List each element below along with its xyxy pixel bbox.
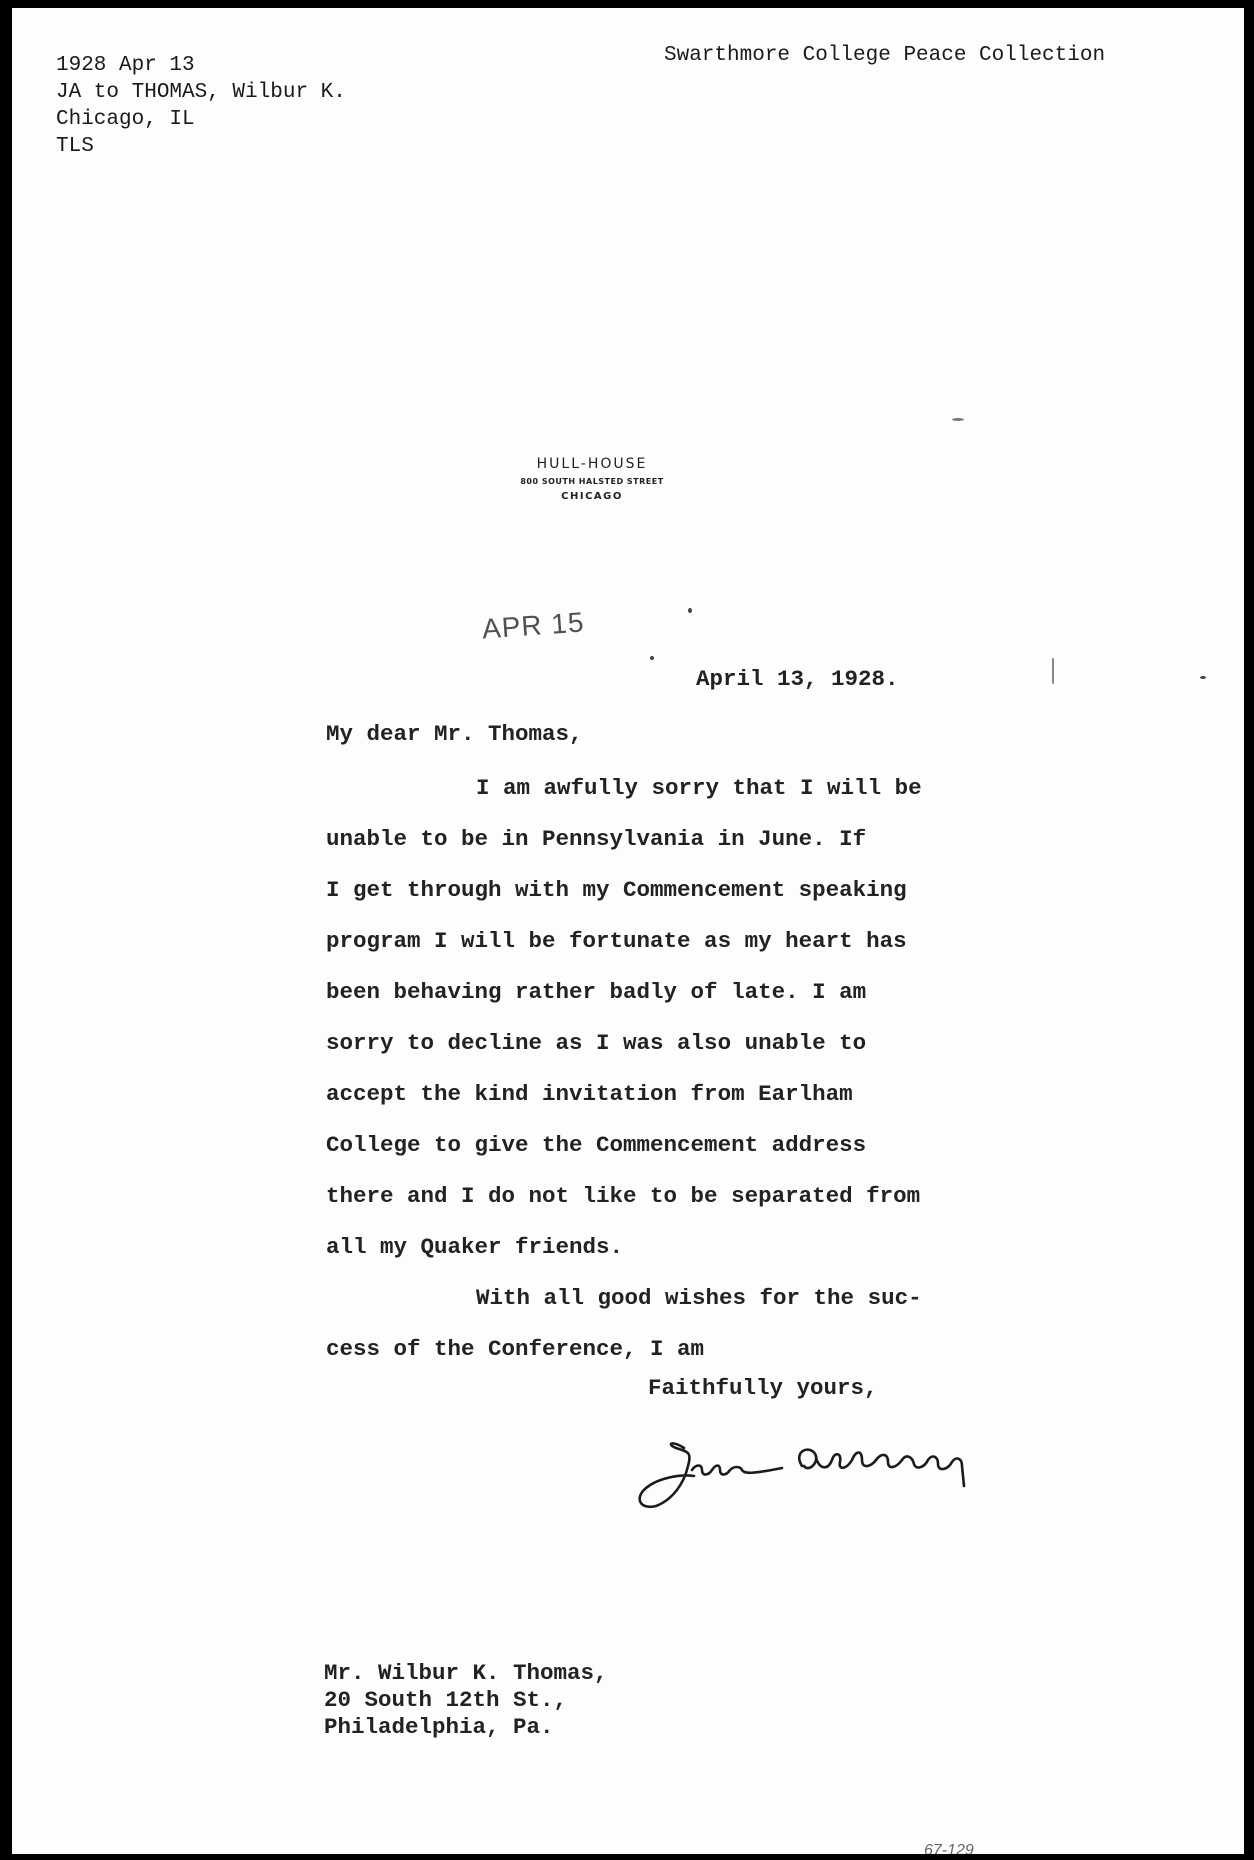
body-line: sorry to decline as I was also unable to [326, 1030, 867, 1056]
body-line: there and I do not like to be separated from [326, 1183, 921, 1209]
body-line: cess of the Conference, I am [326, 1336, 705, 1362]
recipient-street: 20 South 12th St., [324, 1687, 568, 1713]
catalog-date: 1928 Apr 13 [56, 54, 195, 77]
body-line: accept the kind invitation from Earlham [326, 1081, 853, 1107]
salutation: My dear Mr. Thomas, [326, 721, 583, 747]
body-line: With all good wishes for the suc- [476, 1285, 922, 1311]
body-line: unable to be in Pennsylvania in June. If [326, 826, 867, 852]
body-line: I am awfully sorry that I will be [476, 775, 922, 801]
closing: Faithfully yours, [648, 1375, 878, 1401]
body-line: program I will be fortunate as my heart has [326, 928, 907, 954]
body-line: been behaving rather badly of late. I am [326, 979, 867, 1005]
catalog-info [56, 52, 346, 160]
catalog-place: Chicago, IL [56, 108, 195, 131]
received-stamp: APR 15 [481, 606, 586, 645]
catalog-correspondents: JA to THOMAS, Wilbur K. [56, 81, 346, 104]
body-line: I get through with my Commencement speaking [326, 877, 907, 903]
recipient-address [324, 1660, 608, 1741]
ink-speck [1200, 676, 1206, 679]
letterhead-city: CHICAGO [561, 491, 623, 502]
archive-number: 67-129 [924, 1842, 974, 1854]
ink-speck [650, 656, 654, 660]
letterhead-name: HULL-HOUSE [536, 456, 648, 472]
body-line: all my Quaker friends. [326, 1234, 624, 1260]
ink-speck [952, 418, 964, 421]
letterhead [472, 456, 712, 502]
letter-body [326, 763, 922, 1375]
body-line: College to give the Commencement address [326, 1132, 867, 1158]
signature-scribble [632, 1426, 1052, 1516]
letter-date: April 13, 1928. [696, 666, 899, 692]
recipient-name: Mr. Wilbur K. Thomas, [324, 1660, 608, 1686]
collection-name: Swarthmore College Peace Collection [664, 44, 1106, 67]
ink-speck [688, 608, 692, 613]
catalog-type: TLS [56, 135, 94, 158]
signature [632, 1426, 1052, 1521]
letterhead-address: 800 SOUTH HALSTED STREET [520, 477, 664, 486]
recipient-city: Philadelphia, Pa. [324, 1714, 554, 1740]
ink-speck [1052, 658, 1054, 684]
letter-page [12, 8, 1244, 1854]
